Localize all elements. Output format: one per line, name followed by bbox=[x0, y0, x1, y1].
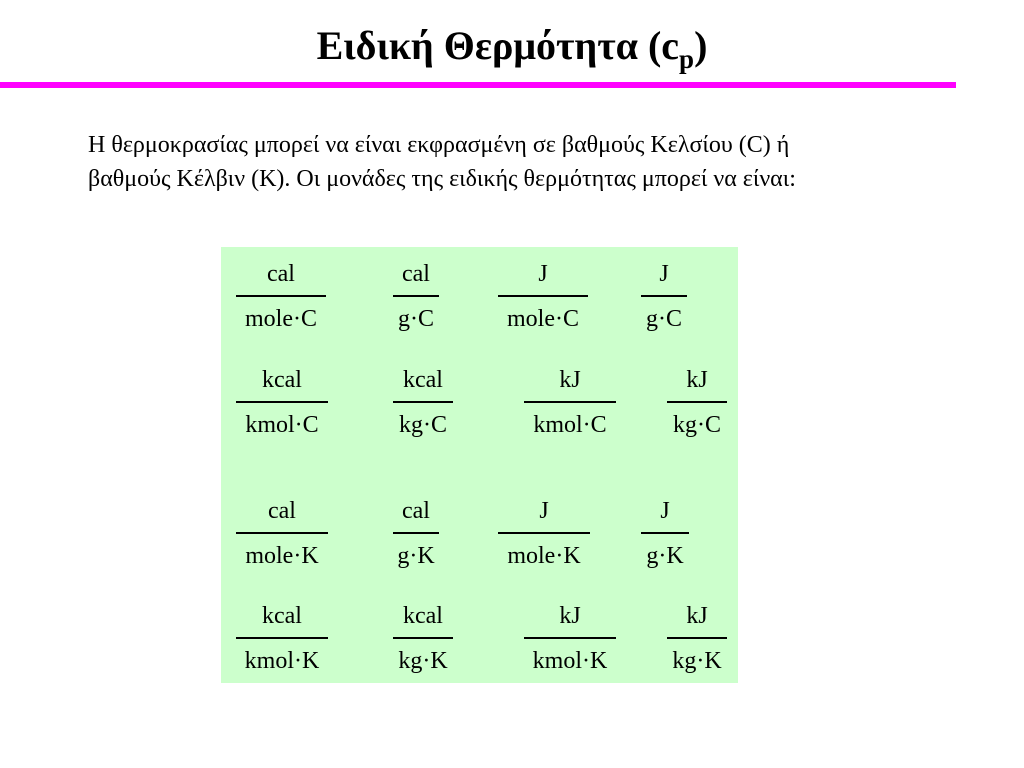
unit-fraction bbox=[667, 602, 727, 675]
unit-fraction bbox=[498, 497, 590, 570]
fraction-bar bbox=[524, 401, 616, 403]
title-subscript: p bbox=[679, 44, 695, 74]
fraction-denominator: g·C bbox=[646, 306, 682, 332]
unit-fraction bbox=[498, 260, 588, 333]
fraction-denominator: kmol·K bbox=[532, 648, 608, 674]
title-close: ) bbox=[694, 23, 708, 68]
fraction-denominator: mole·C bbox=[507, 306, 579, 332]
fraction-numerator: kcal bbox=[403, 367, 443, 393]
fraction-bar bbox=[393, 401, 453, 403]
fraction-numerator: kcal bbox=[262, 367, 302, 393]
fraction-numerator: J bbox=[660, 498, 670, 524]
unit-fraction bbox=[236, 260, 326, 333]
unit-fraction bbox=[236, 602, 328, 675]
intro-line-1: Η θερμοκρασίας μπορεί να είναι εκφρασμένη σε βαθμούς Κελσίου (C) ή bbox=[88, 132, 790, 158]
fraction-denominator: kg·K bbox=[672, 648, 722, 674]
unit-fraction bbox=[236, 366, 328, 439]
unit-fraction bbox=[667, 366, 727, 439]
intro-line-2: βαθμούς Κέλβιν (K). Οι μονάδες της ειδικής θερμότητας μπορεί να είναι: bbox=[88, 166, 796, 192]
title-main: Ειδική Θερμότητα (c bbox=[316, 23, 680, 68]
fraction-bar bbox=[641, 295, 687, 297]
units-panel bbox=[221, 247, 738, 683]
fraction-numerator: cal bbox=[402, 498, 430, 524]
fraction-bar bbox=[667, 401, 727, 403]
fraction-bar bbox=[236, 295, 326, 297]
fraction-numerator: J bbox=[538, 261, 548, 287]
fraction-bar bbox=[393, 637, 453, 639]
unit-fraction bbox=[524, 602, 616, 675]
unit-fraction bbox=[524, 366, 616, 439]
fraction-numerator: kJ bbox=[559, 367, 581, 393]
fraction-bar bbox=[524, 637, 616, 639]
fraction-bar bbox=[498, 295, 588, 297]
unit-fraction bbox=[393, 260, 439, 333]
fraction-bar bbox=[393, 532, 439, 534]
fraction-denominator: kg·K bbox=[398, 648, 448, 674]
fraction-numerator: cal bbox=[402, 261, 430, 287]
fraction-denominator: kmol·K bbox=[244, 648, 320, 674]
unit-fraction bbox=[393, 366, 453, 439]
fraction-bar bbox=[641, 532, 689, 534]
fraction-denominator: g·K bbox=[646, 543, 684, 569]
slide-title bbox=[0, 20, 1024, 72]
fraction-denominator: kg·C bbox=[673, 412, 721, 438]
fraction-bar bbox=[498, 532, 590, 534]
fraction-bar bbox=[393, 295, 439, 297]
fraction-denominator: kg·C bbox=[399, 412, 447, 438]
fraction-numerator: cal bbox=[267, 261, 295, 287]
title-divider bbox=[0, 82, 956, 88]
fraction-numerator: cal bbox=[268, 498, 296, 524]
fraction-bar bbox=[236, 532, 328, 534]
fraction-numerator: kJ bbox=[686, 367, 708, 393]
fraction-denominator: mole·K bbox=[507, 543, 581, 569]
fraction-numerator: kJ bbox=[559, 603, 581, 629]
fraction-bar bbox=[236, 637, 328, 639]
unit-fraction bbox=[236, 497, 328, 570]
fraction-numerator: kcal bbox=[403, 603, 443, 629]
unit-fraction bbox=[393, 602, 453, 675]
intro-paragraph bbox=[88, 128, 948, 196]
fraction-bar bbox=[236, 401, 328, 403]
fraction-denominator: g·K bbox=[397, 543, 435, 569]
fraction-numerator: kcal bbox=[262, 603, 302, 629]
unit-fraction bbox=[393, 497, 439, 570]
fraction-denominator: kmol·C bbox=[533, 412, 607, 438]
fraction-denominator: mole·K bbox=[245, 543, 319, 569]
unit-fraction bbox=[641, 260, 687, 333]
fraction-denominator: mole·C bbox=[245, 306, 317, 332]
fraction-bar bbox=[667, 637, 727, 639]
fraction-numerator: kJ bbox=[686, 603, 708, 629]
unit-fraction bbox=[641, 497, 689, 570]
fraction-numerator: J bbox=[539, 498, 549, 524]
fraction-denominator: g·C bbox=[398, 306, 434, 332]
fraction-numerator: J bbox=[659, 261, 669, 287]
fraction-denominator: kmol·C bbox=[245, 412, 319, 438]
